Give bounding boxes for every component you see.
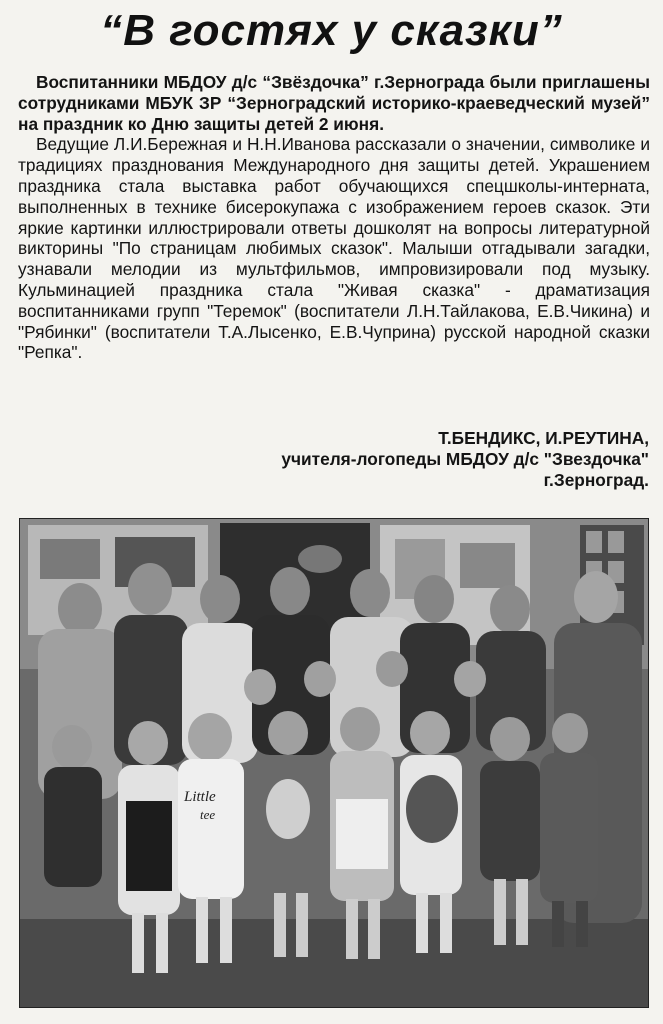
lead-paragraph: Воспитанники МБДОУ д/с “Звёздочка” г.Зернограда были приглашены сотрудниками МБУК ЗР “Зерноградский историко-краеведческий музей” на праздник ко Дню защиты детей 2 июня. <box>18 72 650 134</box>
signature-authors: Т.БЕНДИКС, И.РЕУТИНА, <box>438 428 649 448</box>
tshirt-text-2: tee <box>200 807 216 822</box>
body-paragraph: Ведущие Л.И.Бережная и Н.Н.Иванова рассказали о значении, символике и традициях празднования Международного дня защиты детей. Украшением праздника стала выставка работ обучающихся спецшколы-интерната, выполненных в технике бисерокупажа с изображением героев сказок. Эти яркие картинки иллюстрировали ответы дошколят на вопросы литературной викторины "По страницам любимых сказок". Малыши отгадывали загадки, узнавали мелодии из мультфильмов, импровизировали под музыку. Кульминацией праздника стала "Живая сказка" - драматизация воспитанниками групп "Теремок" (воспитатели Л.Н.Тайлакова, Е.В.Чикина) и "Рябинки" (воспитатели Т.А.Лысенко, Е.В.Чуприна) русской народной сказки "Репка". <box>18 134 650 363</box>
headline: “В гостях у сказки” <box>100 6 563 55</box>
signature-position: учителя-логопеды МБДОУ д/с "Звездочка" <box>281 449 649 469</box>
tshirt-text-1: Little <box>184 789 216 805</box>
group-photo-illustration <box>20 519 648 1007</box>
article-body <box>18 72 650 363</box>
group-photo <box>19 518 649 1008</box>
signature-city: г.Зерноград. <box>543 470 649 490</box>
signature <box>281 428 649 491</box>
